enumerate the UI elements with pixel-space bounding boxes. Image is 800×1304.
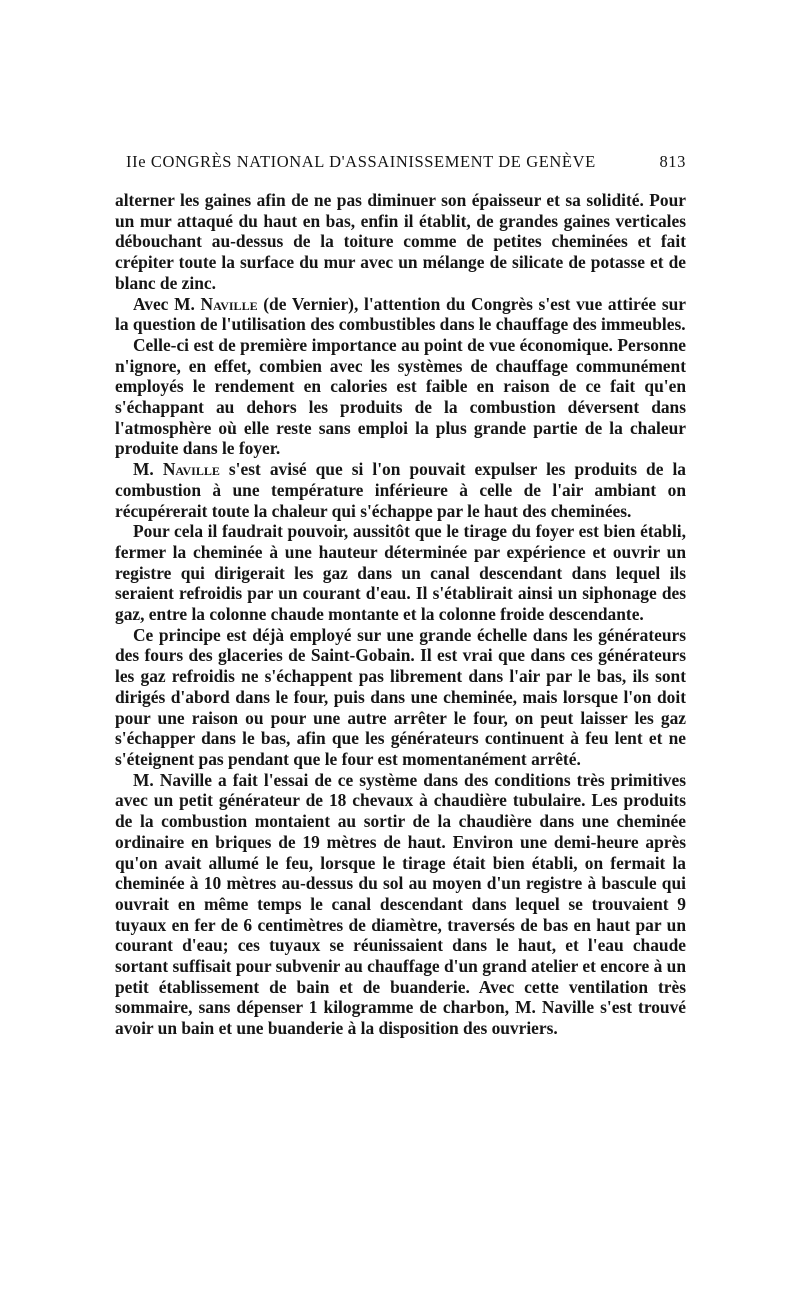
paragraph-7	[115, 770, 686, 1039]
body-text	[115, 190, 686, 1039]
paragraph-6	[115, 625, 686, 770]
paragraph-4	[115, 459, 686, 521]
person-name: Naville	[200, 293, 258, 314]
paragraph-5	[115, 521, 686, 625]
paragraph-text: alterner les gaines afin de ne pas diminuer son épaisseur et sa solidité. Pour un mur attaqué du haut en bas, enfin il établit, de grandes gaines verticales débouchant au-dessus de la toiture comme de petites cheminées et fait crépiter toute la surface du mur avec un mélange de silicate de potasse et de blanc de zinc.	[115, 190, 686, 293]
page-number: 813	[659, 152, 686, 171]
paragraph-text: Celle-ci est de première importance au point de vue économique. Personne n'ignore, en effet, combien avec les systèmes de chauffage communément employés le rendement en calories est faible en raison de ce fait qu'en s'échappant au dehors les produits de la combustion déversent dans l'atmosphère où elle reste sans emploi la plus grande partie de la chaleur produite dans le foyer.	[115, 334, 686, 459]
paragraph-lead: M.	[133, 459, 163, 480]
running-header	[126, 152, 686, 176]
running-title: IIe CONGRÈS NATIONAL D'ASSAINISSEMENT DE GENÈVE	[126, 152, 596, 171]
person-name: Naville	[162, 459, 220, 480]
paragraph-2	[115, 294, 686, 335]
paragraph-text: s'est avisé que si l'on pouvait expulser les produits de la combustion à une température inférieure à celle de l'air ambiant on récupérerait toute la chaleur qui s'échappe par le haut des cheminées.	[115, 459, 686, 521]
paragraph-text: M. Naville a fait l'essai de ce système dans des conditions très primitives avec un petit générateur de 18 chevaux à chaudière tubulaire. Les produits de la combustion montaient au sortir de la chaudière dans une cheminée ordinaire en briques de 19 mètres de haut. Environ une demi-heure après qu'on avait allumé le feu, lorsque le tirage était bien établi, on fermait la cheminée à 10 mètres au-dessus du sol au moyen d'un registre à bascule qui ouvrait en même temps le canal descendant dans lequel se trouvaient 9 tuyaux en fer de 6 centimètres de diamètre, traversés de bas en haut par un courant d'eau; ces tuyaux se réunissaient dans le haut, et l'eau chaude sortant suffisait pour subvenir au chauffage d'un grand atelier et encore à un petit établissement de bain et de buanderie. Avec cette ventilation très sommaire, sans dépenser 1 kilogramme de charbon, M. Naville s'est trouvé avoir un bain et une buanderie à la disposition des ouvriers.	[115, 769, 686, 1039]
paragraph-text: Ce principe est déjà employé sur une grande échelle dans les générateurs des fours des glaceries de Saint-Gobain. Il est vrai que dans ces générateurs les gaz refroidis ne s'échappent pas librement dans l'air par le bas, ils sont dirigés d'abord dans le four, puis dans une cheminée, mais lorsque l'on doit pour une raison ou pour une autre arrêter le four, on peut laisser les gaz s'échapper dans le bas, afin que les générateurs continuent à feu lent et ne s'éteignent pas pendant que le four est momentanément arrêté.	[115, 624, 686, 769]
paragraph-lead: Avec M.	[133, 293, 201, 314]
paragraph-text: (de Vernier), l'attention du Congrès s'est vue attirée sur la question de l'utilisation des combustibles dans le chauffage des immeubles.	[115, 293, 687, 335]
paragraph-1	[115, 190, 686, 294]
paragraph-text: Pour cela il faudrait pouvoir, aussitôt que le tirage du foyer est bien établi, fermer la cheminée à une hauteur déterminée par expérience et ouvrir un registre qui dirigerait les gaz dans un canal descendant dans lequel ils seraient refroidis par un courant d'eau. Il s'établirait ainsi un siphonage des gaz, entre la colonne chaude montante et la colonne froide descendante.	[115, 521, 686, 625]
paragraph-3	[115, 335, 686, 459]
